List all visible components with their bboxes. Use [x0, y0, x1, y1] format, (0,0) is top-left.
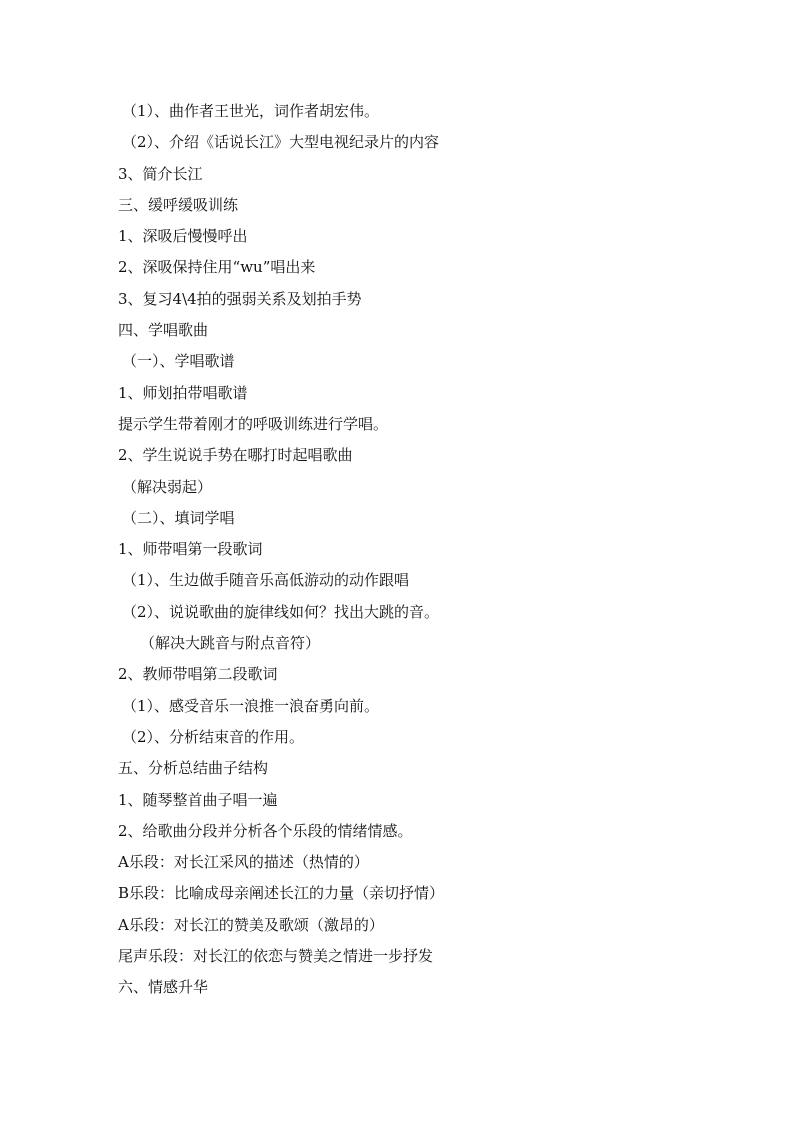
text-line: （2）、介绍《话说长江》大型电视纪录片的内容	[122, 133, 440, 152]
text-line: 2、教师带唱第二段歌词	[118, 665, 278, 684]
text-line: （解决大跳音与附点音符）	[140, 634, 321, 653]
text-line: 1、随琴整首曲子唱一遍	[118, 790, 278, 809]
document-body	[118, 96, 718, 1004]
section-heading: 三、缓呼缓吸训练	[118, 195, 239, 214]
text-line: （2）、分析结束音的作用。	[122, 727, 305, 746]
text-line: （1）、曲作者王世光，词作者胡宏伟。	[122, 102, 380, 120]
text-line: A乐段：对长江采风的描述（热情的）	[118, 853, 369, 872]
section-heading: 五、分析总结曲子结构	[118, 759, 269, 778]
text-line: 2、深吸保持住用“wu”唱出来	[118, 258, 316, 277]
section-heading: 六、情感升华	[118, 978, 209, 997]
text-line: 2、学生说说手势在哪打时起唱歌曲	[118, 446, 353, 465]
text-line: （1）、感受音乐一浪推一浪奋勇向前。	[122, 696, 380, 715]
text-line: 3、简介长江	[118, 164, 203, 183]
text-line: （解决弱起）	[122, 477, 213, 496]
text-line: （1）、生边做手随音乐高低游动的动作跟唱	[122, 571, 410, 590]
text-line: 1、师划拍带唱歌谱	[118, 383, 248, 402]
subsection-heading: （二）、填词学唱	[122, 508, 235, 527]
section-heading: 四、学唱歌曲	[118, 321, 209, 340]
text-line: 2、给歌曲分段并分析各个乐段的情绪情感。	[118, 821, 413, 840]
text-line: A乐段：对长江的赞美及歌颂（激昂的）	[118, 915, 384, 934]
subsection-heading: （一）、学唱歌谱	[122, 352, 235, 371]
text-line: 3、复习4\4拍的强弱关系及划拍手势	[118, 289, 362, 308]
text-line: 提示学生带着刚才的呼吸训练进行学唱。	[118, 414, 389, 433]
text-line: （2）、说说歌曲的旋律线如何？找出大跳的音。	[122, 602, 440, 621]
text-line: B乐段：比喻成母亲阐述长江的力量（亲切抒情）	[118, 884, 445, 903]
text-line: 1、深吸后慢慢呼出	[118, 227, 248, 246]
text-line: 1、师带唱第一段歌词	[118, 540, 263, 559]
text-line: 尾声乐段：对长江的依恋与赞美之情进一步抒发	[118, 947, 434, 966]
